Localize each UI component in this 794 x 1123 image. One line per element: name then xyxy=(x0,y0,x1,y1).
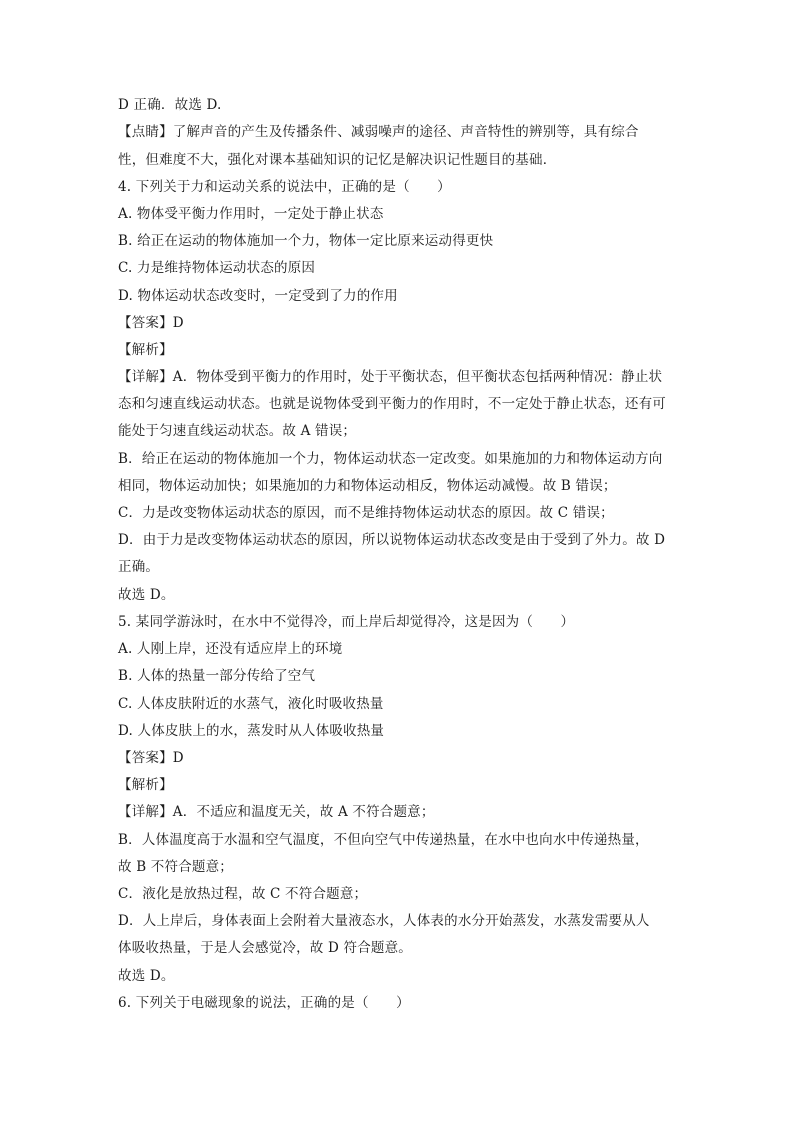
text-line: 【详解】A．物体受到平衡力的作用时，处于平衡状态，但平衡状态包括两种情况：静止状 xyxy=(118,369,663,385)
question-title: 5. 某同学游泳时，在水中不觉得冷，而上岸后却觉得冷，这是因为（ ） xyxy=(118,614,575,630)
option-c: C. 力是维持物体运动状态的原因 xyxy=(118,260,316,276)
option-b: B. 人体的热量一部分传给了空气 xyxy=(118,668,316,684)
text-line: 能处于匀速直线运动状态。故 A 错误； xyxy=(118,423,357,439)
option-d: D. 人体皮肤上的水，蒸发时从人体吸收热量 xyxy=(118,723,385,739)
option-b: B. 给正在运动的物体施加一个力，物体一定比原来运动得更快 xyxy=(118,233,494,249)
text-line: D．人上岸后，身体表面上会附着大量液态水，人体表的水分开始蒸发，水蒸发需要从人 xyxy=(118,913,650,929)
answer-label: 【答案】D xyxy=(118,315,184,331)
answer-label: 【答案】D xyxy=(118,750,184,766)
option-d: D. 物体运动状态改变时，一定受到了力的作用 xyxy=(118,288,398,304)
text-line: 性，但难度不大，强化对课本基础知识的记忆是解决识记性题目的基础． xyxy=(118,152,557,168)
text-line: 【点睛】了解声音的产生及传播条件、减弱噪声的途径、声音特性的辨别等，具有综合 xyxy=(118,124,639,140)
option-a: A. 人刚上岸，还没有适应岸上的环境 xyxy=(118,641,343,657)
text-line: C．液化是放热过程，故 C 不符合题意； xyxy=(118,886,368,902)
option-c: C. 人体皮肤附近的水蒸气，液化时吸收热量 xyxy=(118,696,384,712)
text-line: D 正确．故选 D. xyxy=(118,97,222,113)
text-line: B．人体温度高于水温和空气温度，不但向空气中传递热量，在水中也向水中传递热量， xyxy=(118,832,649,848)
text-line: C．力是改变物体运动状态的原因，而不是维持物体运动状态的原因。故 C 错误； xyxy=(118,505,614,521)
text-line: 【详解】A．不适应和温度无关，故 A 不符合题意； xyxy=(118,804,435,820)
text-line: 相同，物体运动加快；如果施加的力和物体运动相反，物体运动减慢。故 B 错误； xyxy=(118,478,617,494)
question-title: 4. 下列关于力和运动关系的说法中，正确的是（ ） xyxy=(118,179,451,195)
text-line: D．由于力是改变物体运动状态的原因，所以说物体运动状态改变是由于受到了外力。故 D xyxy=(118,532,666,548)
question-title: 6. 下列关于电磁现象的说法，正确的是（ ） xyxy=(118,995,410,1011)
text-line: 故 B 不符合题意； xyxy=(118,859,234,875)
analysis-label: 【解析】 xyxy=(118,777,173,793)
text-line: 体吸收热量，于是人会感觉冷，故 D 符合题意。 xyxy=(118,940,413,956)
text-line: 故选 D。 xyxy=(118,587,175,603)
analysis-label: 【解析】 xyxy=(118,342,173,358)
text-line: B．给正在运动的物体施加一个力，物体运动状态一定改变。如果施加的力和物体运动方向 xyxy=(118,451,663,467)
text-line: 故选 D。 xyxy=(118,968,175,984)
option-a: A. 物体受平衡力作用时，一定处于静止状态 xyxy=(118,206,384,222)
text-line: 正确。 xyxy=(118,559,160,575)
text-line: 态和匀速直线运动状态。也就是说物体受到平衡力的作用时，不一定处于静止状态，还有可 xyxy=(118,396,666,412)
